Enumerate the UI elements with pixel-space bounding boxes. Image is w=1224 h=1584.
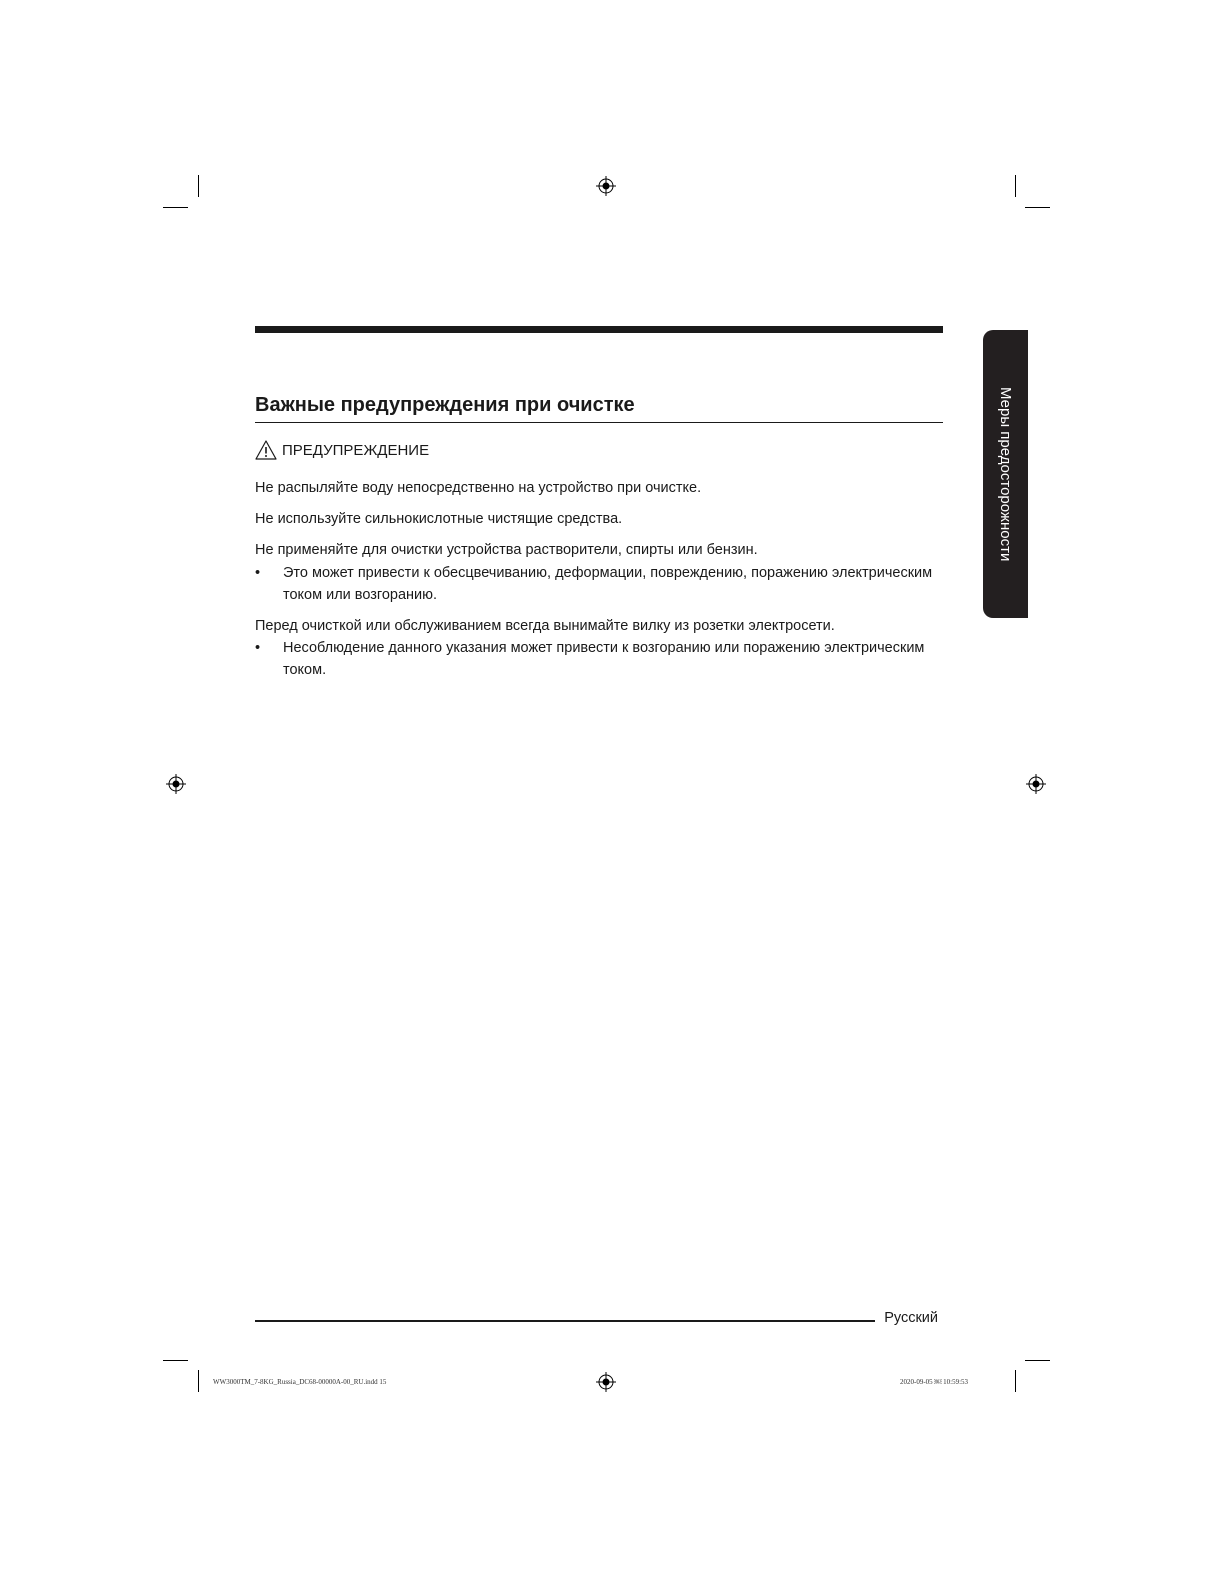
bullet-dot: • <box>255 565 261 581</box>
crop-mark <box>1015 1370 1016 1392</box>
print-slug-file: WW3000TM_7-8KG_Russia_DC68-00000A-00_RU.indd 15 <box>213 1378 387 1386</box>
instruction-paragraph: Не применяйте для очистки устройства растворители, спирты или бензин. <box>255 542 758 558</box>
crop-mark <box>198 175 199 197</box>
crop-mark <box>198 1370 199 1392</box>
warning-label: ПРЕДУПРЕЖДЕНИЕ <box>282 441 430 459</box>
registration-mark-icon <box>166 774 186 794</box>
warning-triangle-icon <box>255 440 277 460</box>
warning-heading <box>255 440 429 460</box>
registration-mark-icon <box>1026 774 1046 794</box>
print-slug-datetime: 2020-09-05 ￼ 10:59:53 <box>900 1378 969 1386</box>
crop-mark <box>1025 1360 1050 1361</box>
registration-mark-icon <box>596 176 616 196</box>
crop-mark <box>163 1360 188 1361</box>
chapter-side-tab <box>983 330 1028 618</box>
chapter-side-tab-label: Меры предосторожности <box>997 386 1014 562</box>
footer-rule <box>255 1320 875 1322</box>
bullet-dot: • <box>255 640 261 656</box>
instruction-paragraph: Перед очисткой или обслуживанием всегда вынимайте вилку из розетки электросети. <box>255 618 835 634</box>
section-title: Важные предупреждения при очистке <box>255 392 943 423</box>
instruction-paragraph: Не используйте сильнокислотные чистящие средства. <box>255 511 623 527</box>
top-rule <box>255 326 943 333</box>
crop-mark <box>1025 207 1050 208</box>
bullet-text: Это может привести к обесцвечиванию, деформации, повреждению, поражению электрическим током или возгоранию. <box>283 565 933 603</box>
crop-mark <box>163 207 188 208</box>
instruction-paragraph: Не распыляйте воду непосредственно на устройство при очистке. <box>255 480 702 496</box>
bullet-text: Несоблюдение данного указания может привести к возгоранию или поражению электрическим током. <box>283 640 925 678</box>
registration-mark-icon <box>596 1372 616 1392</box>
footer-language: Русский <box>884 1310 938 1326</box>
crop-mark <box>1015 175 1016 197</box>
